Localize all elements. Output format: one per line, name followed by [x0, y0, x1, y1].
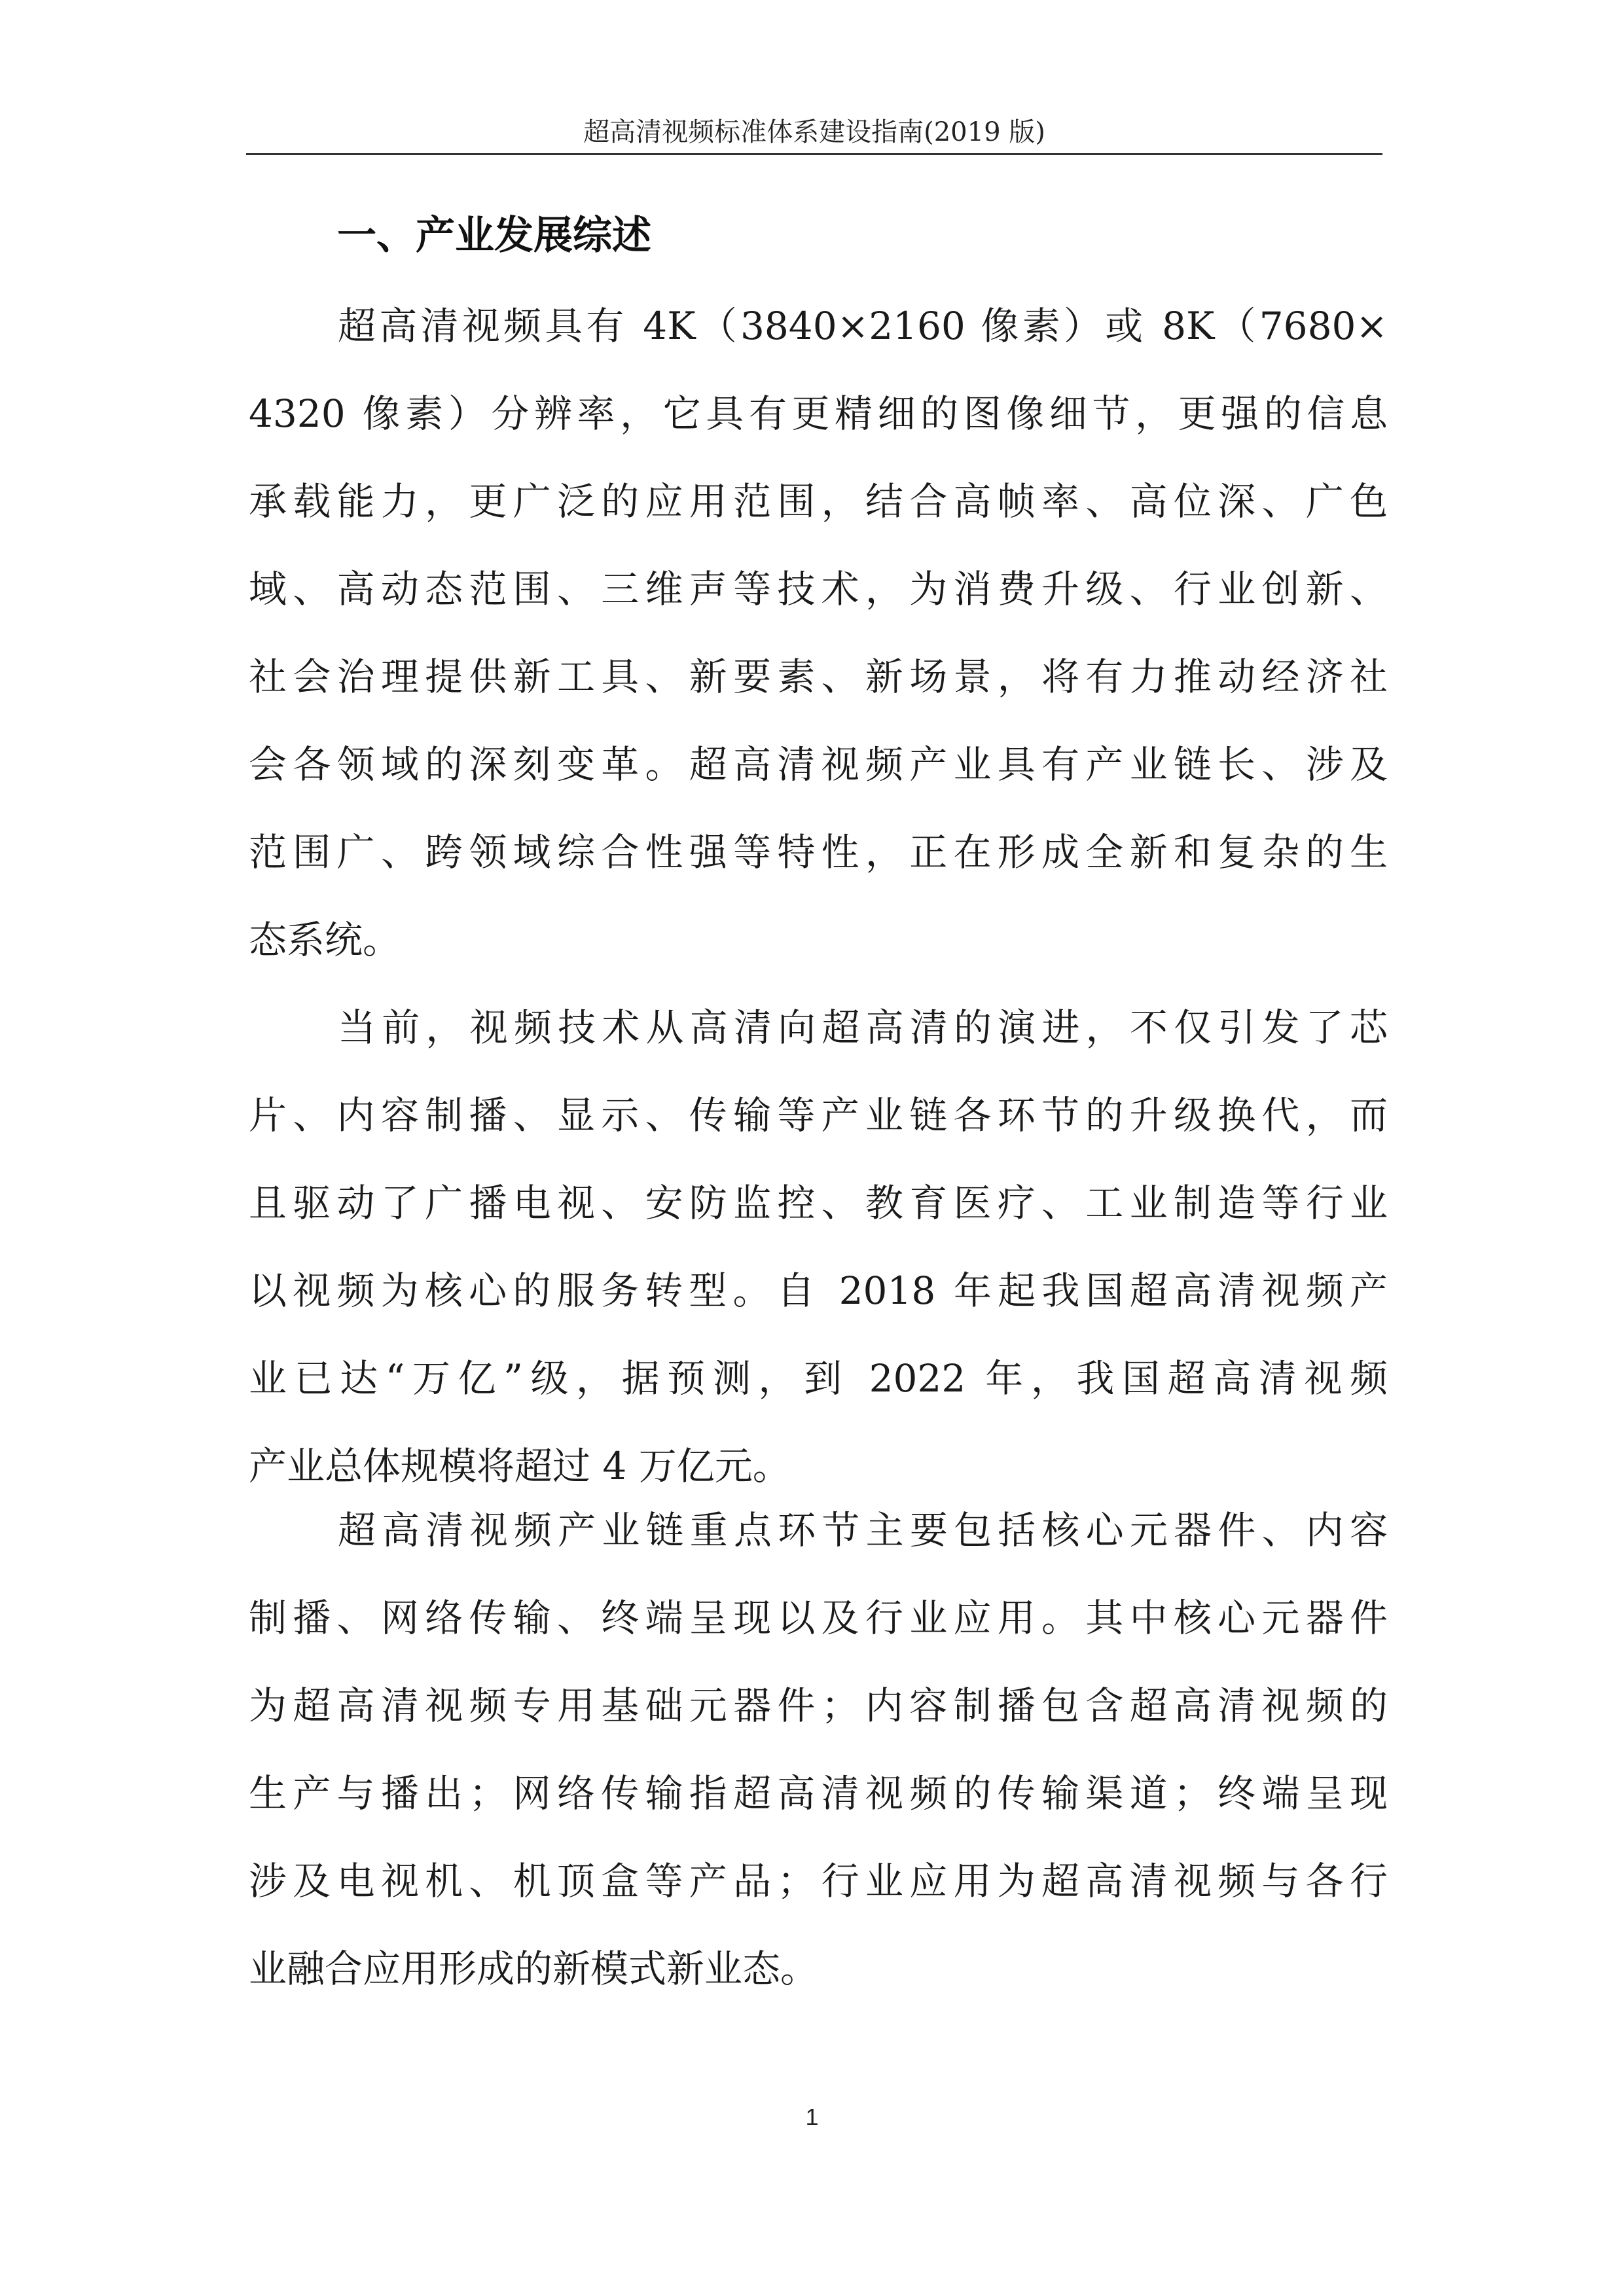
paragraph-line: 片、内容制播、显示、传输等产业链各环节的升级换代，而: [249, 1093, 1388, 1138]
paragraph-line: 态系统。: [249, 918, 401, 962]
paragraph-line: 制播、网络传输、终端呈现以及行业应用。其中核心元器件: [249, 1596, 1388, 1640]
paragraph-line: 社会治理提供新工具、新要素、新场景，将有力推动经济社: [249, 655, 1388, 699]
paragraph-line: 4320 像素）分辨率，它具有更精细的图像细节，更强的信息: [249, 391, 1388, 436]
page-number: 1: [805, 2104, 819, 2130]
paragraph-line: 范围广、跨领域综合性强等特性，正在形成全新和复杂的生: [249, 830, 1388, 874]
paragraph-line: 业融合应用形成的新模式新业态。: [249, 1946, 819, 1991]
paragraph-line: 超高清视频产业链重点环节主要包括核心元器件、内容: [338, 1508, 1388, 1552]
paragraph-line: 当前，视频技术从高清向超高清的演进，不仅引发了芯: [338, 1005, 1388, 1050]
paragraph-2: [249, 984, 1388, 1510]
paragraph-line: 域、高动态范围、三维声等技术，为消费升级、行业创新、: [249, 567, 1388, 611]
header-rule: [246, 153, 1382, 155]
paragraph-line: 涉及电视机、机顶盒等产品；行业应用为超高清视频与各行: [249, 1859, 1388, 1903]
paragraph-line: 超高清视频具有 4K（3840×2160 像素）或 8K（7680×: [338, 304, 1388, 348]
paragraph-line: 生产与播出；网络传输指超高清视频的传输渠道；终端呈现: [249, 1771, 1388, 1816]
paragraph-line: 会各领域的深刻变革。超高清视频产业具有产业链长、涉及: [249, 742, 1388, 787]
paragraph-line: 为超高清视频专用基础元器件；内容制播包含超高清视频的: [249, 1683, 1388, 1728]
paragraph-3: [249, 1486, 1388, 2013]
paragraph-line: 承载能力，更广泛的应用范围，结合高帧率、高位深、广色: [249, 479, 1388, 524]
paragraph-1: [249, 282, 1388, 984]
section-title: 一、产业发展综述: [337, 213, 651, 259]
paragraph-line: 产业总体规模将超过 4 万亿元。: [249, 1444, 791, 1488]
paragraph-line: 且驱动了广播电视、安防监控、教育医疗、工业制造等行业: [249, 1181, 1388, 1225]
paragraph-line: 业已达“万亿”级，据预测，到 2022 年，我国超高清视频: [249, 1356, 1388, 1401]
paragraph-line: 以视频为核心的服务转型。自 2018 年起我国超高清视频产: [249, 1268, 1388, 1313]
running-header: 超高清视频标准体系建设指南(2019 版): [583, 117, 1045, 147]
